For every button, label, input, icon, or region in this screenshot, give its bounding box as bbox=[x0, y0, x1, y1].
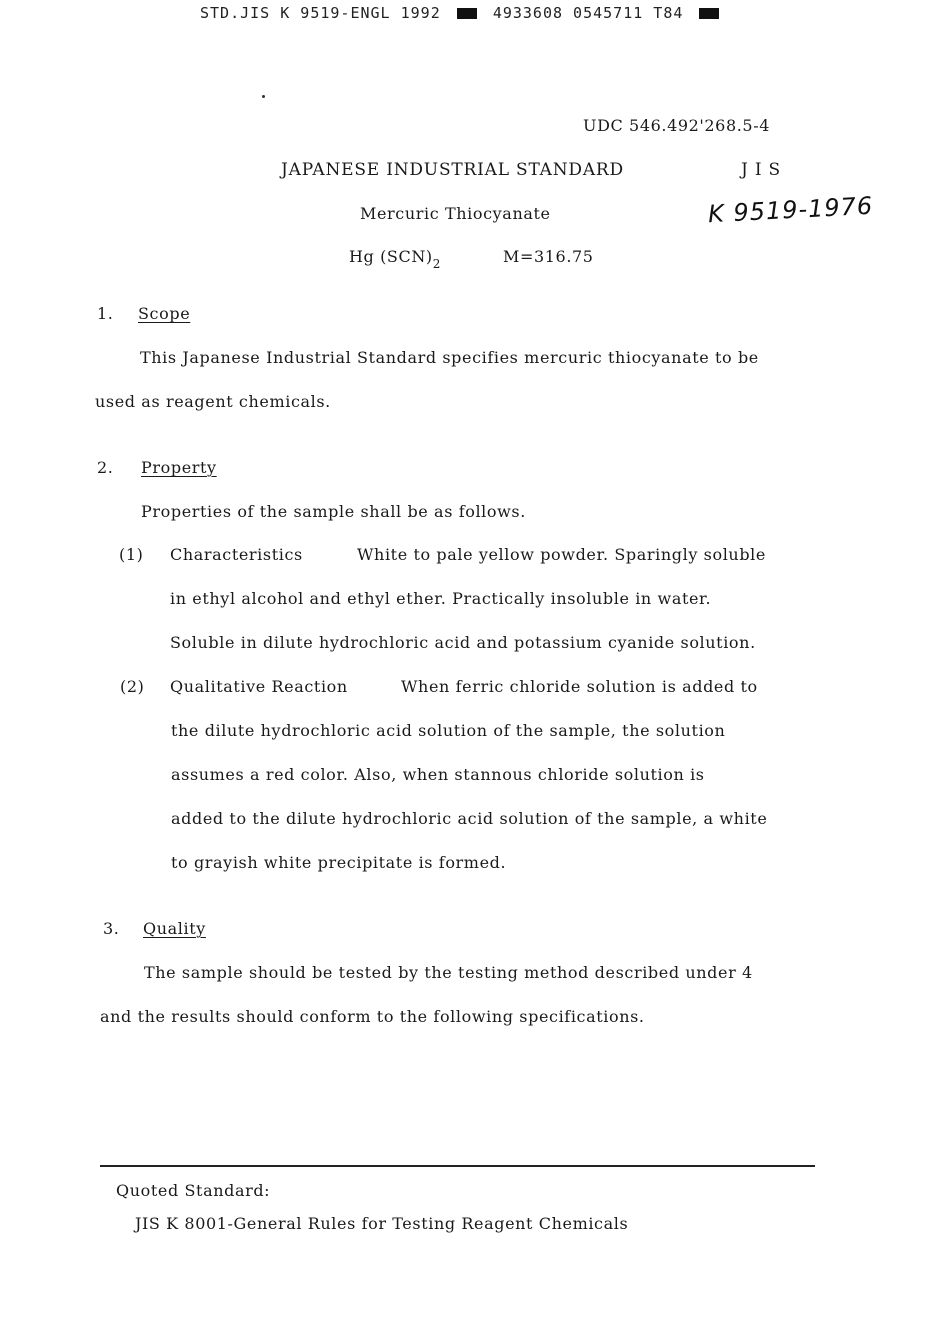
item-label: (2) bbox=[120, 677, 145, 696]
section-heading-quality: Quality bbox=[143, 919, 206, 938]
footnote-label: Quoted Standard: bbox=[116, 1181, 271, 1200]
formula-subscript: 2 bbox=[432, 257, 442, 271]
item-term: Qualitative Reaction bbox=[170, 677, 348, 696]
udc-code: UDC 546.492'268.5-4 bbox=[583, 116, 770, 135]
paragraph-line: Properties of the sample shall be as follows. bbox=[141, 502, 526, 521]
chemical-formula bbox=[349, 247, 441, 271]
standard-title: JAPANESE INDUSTRIAL STANDARD bbox=[281, 160, 624, 180]
bar-mark bbox=[457, 8, 477, 19]
subject-title: Mercuric Thiocyanate bbox=[360, 204, 551, 223]
section-heading-property: Property bbox=[141, 458, 217, 477]
formula-base: Hg (SCN) bbox=[349, 247, 433, 266]
paragraph-line: assumes a red color. Also, when stannous chloride solution is bbox=[171, 765, 705, 784]
molar-mass: M=316.75 bbox=[503, 247, 594, 266]
footnote-divider bbox=[100, 1165, 815, 1167]
jis-label: J I S bbox=[741, 160, 781, 180]
bar-mark bbox=[699, 8, 719, 19]
section-number: 1. bbox=[97, 304, 114, 323]
paragraph-line: in ethyl alcohol and ethyl ether. Practically insoluble in water. bbox=[170, 589, 712, 608]
paragraph-line: to grayish white precipitate is formed. bbox=[171, 853, 507, 872]
footnote-text: JIS K 8001-General Rules for Testing Reagent Chemicals bbox=[135, 1214, 629, 1233]
paragraph-line: the dilute hydrochloric acid solution of the sample, the solution bbox=[171, 721, 726, 740]
item-term: Characteristics bbox=[170, 545, 303, 564]
paragraph-line: This Japanese Industrial Standard specifies mercuric thiocyanate to be bbox=[140, 348, 759, 367]
section-heading-scope: Scope bbox=[138, 304, 191, 323]
document-header-code bbox=[200, 4, 725, 22]
section-number: 3. bbox=[103, 919, 120, 938]
handwritten-standard-number: K 9519-1976 bbox=[707, 191, 874, 229]
paragraph-line: and the results should conform to the following specifications. bbox=[100, 1007, 645, 1026]
paragraph-line: The sample should be tested by the testing method described under 4 bbox=[144, 963, 753, 982]
paragraph-line: used as reagent chemicals. bbox=[95, 392, 331, 411]
paragraph-line: When ferric chloride solution is added to bbox=[401, 677, 758, 696]
section-number: 2. bbox=[97, 458, 114, 477]
paragraph-line: Soluble in dilute hydrochloric acid and potassium cyanide solution. bbox=[170, 633, 756, 652]
paragraph-line: added to the dilute hydrochloric acid solution of the sample, a white bbox=[171, 809, 768, 828]
scan-speck bbox=[262, 95, 265, 98]
paragraph-line: White to pale yellow powder. Sparingly soluble bbox=[357, 545, 766, 564]
std-code: STD.JIS K 9519-ENGL 1992 bbox=[200, 4, 441, 22]
item-label: (1) bbox=[119, 545, 144, 564]
barcode-number: 4933608 0545711 T84 bbox=[492, 4, 684, 22]
